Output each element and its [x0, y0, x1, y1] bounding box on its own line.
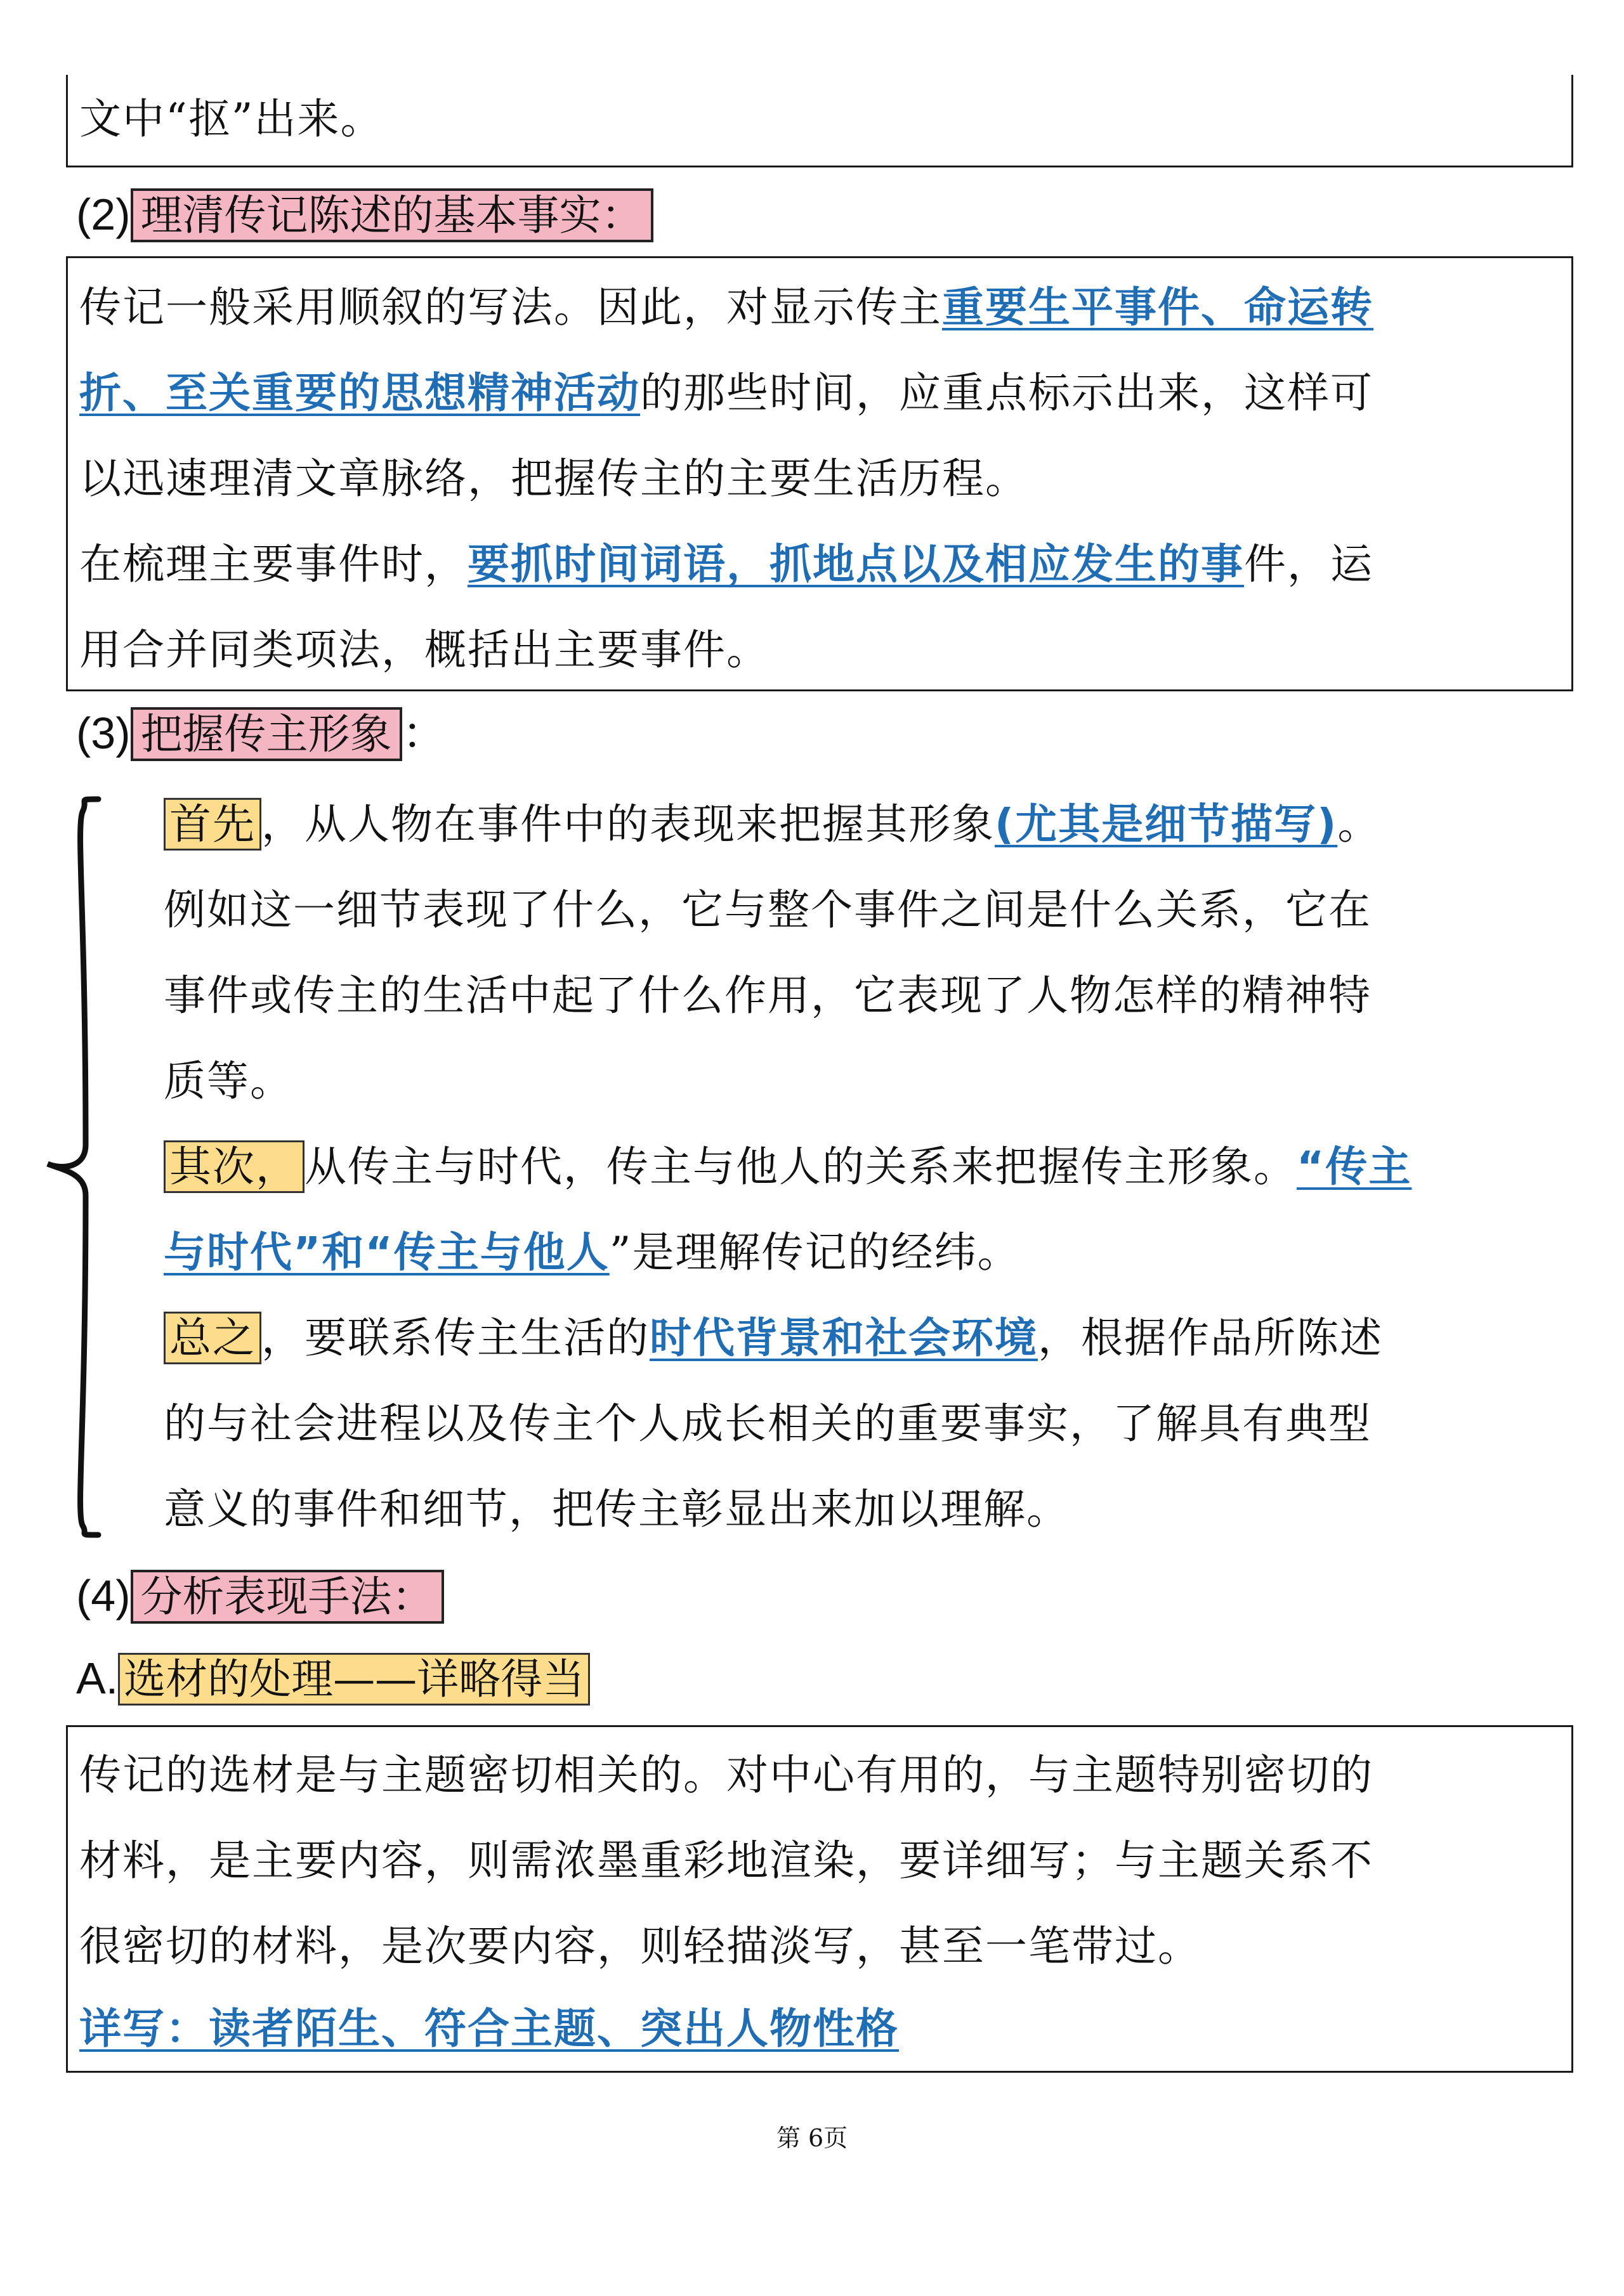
tag-zongzhi: 总之 [164, 1312, 261, 1364]
section-4-title: 分析表现手法： [131, 1570, 444, 1624]
s3-highlight-b2: 与时代”和“传主与他人 [164, 1228, 610, 1277]
box2-line-3: 以迅速理清文章脉络，把握传主的主要生活历程。 [79, 454, 1028, 503]
box2-highlight-3: 要抓时间词语，抓地点以及相应发生的事 [468, 540, 1244, 589]
s3-text: ”是理解传记的经纬。 [609, 1228, 1021, 1277]
subsection-a-title: 选材的处理——详略得当 [118, 1653, 590, 1706]
s3-c-line-3: 意义的事件和细节，把传主彰显出来加以理解。 [164, 1485, 1070, 1534]
s3-a-line-1 [164, 781, 1380, 867]
s3-text: 。 [1337, 800, 1381, 849]
box3-line-1: 传记的选材是与主题密切相关的。对中心有用的，与主题特别密切的 [79, 1751, 1373, 1799]
box2-line-1 [79, 264, 1373, 350]
section-3-heading [76, 701, 447, 766]
s3-text: ，根据作品所陈述 [1038, 1314, 1383, 1362]
s3-b-line-2 [164, 1210, 1021, 1295]
section-2-box [66, 256, 1573, 691]
section-4-heading [76, 1564, 444, 1629]
section-2-title: 理清传记陈述的基本事实： [131, 188, 653, 242]
box2-text: 的那些时间，应重点标示出来，这样可 [640, 369, 1373, 417]
box3-line-2: 材料，是主要内容，则需浓墨重彩地渲染，要详细写；与主题关系不 [79, 1836, 1373, 1885]
box2-highlight-1: 重要生平事件、命运转 [942, 283, 1373, 332]
s3-a-line-3: 事件或传主的生活中起了什么作用，它表现了人物怎样的精神特 [164, 971, 1372, 1020]
tag-qici: 其次， [164, 1140, 304, 1193]
box2-text: 在梳理主要事件时， [79, 540, 468, 589]
s3-text: 从传主与时代，传主与他人的关系来把握传主形象。 [304, 1142, 1297, 1191]
s3-text: ，从人物在事件中的表现来把握其形象 [261, 800, 995, 849]
page-number: 第 6页 [776, 2124, 848, 2152]
s3-a-line-2: 例如这一细节表现了什么，它与整个事件之间是什么关系，它在 [164, 885, 1372, 934]
selection-box [66, 1725, 1573, 2073]
subsection-a-heading [76, 1647, 590, 1711]
s3-highlight-c: 时代背景和社会环境 [650, 1314, 1038, 1362]
s3-text: ，要联系传主生活的 [261, 1314, 650, 1362]
box3-line-4 [79, 1986, 899, 2071]
box2-text: 件，运 [1244, 540, 1373, 589]
continuation-box [66, 75, 1573, 167]
tag-shouxian: 首先 [164, 798, 261, 851]
curly-brace-icon [38, 790, 114, 1544]
section-3-colon: ： [402, 708, 447, 758]
section-3-number: (3) [76, 708, 131, 758]
box3-highlight: 详写：读者陌生、符合主题、突出人物性格 [79, 2004, 899, 2053]
box2-line-5: 用合并同类项法，概括出主要事件。 [79, 625, 769, 674]
section-3-title: 把握传主形象 [131, 707, 402, 761]
box3-line-3: 很密切的材料，是次要内容，则轻描淡写，甚至一笔带过。 [79, 1922, 1201, 1971]
s3-highlight-b1: “传主 [1297, 1142, 1412, 1191]
s3-c-line-2: 的与社会进程以及传主个人成长相关的重要事实，了解具有典型 [164, 1399, 1372, 1448]
section-2-number: (2) [76, 190, 131, 239]
section-4-number: (4) [76, 1571, 131, 1621]
s3-b-line-1 [164, 1124, 1411, 1210]
s3-a-line-4: 质等。 [164, 1057, 293, 1106]
box2-text: 传记一般采用顺叙的写法。因此，对显示传主 [79, 283, 942, 332]
box2-line-4 [79, 521, 1373, 607]
box2-highlight-2: 折、至关重要的思想精神活动 [79, 369, 640, 417]
s3-highlight-a: (尤其是细节描写) [995, 800, 1338, 849]
subsection-a-number: A. [76, 1654, 119, 1703]
s3-c-line-1 [164, 1295, 1383, 1381]
box2-line-2 [79, 350, 1373, 436]
section-2-heading [76, 183, 653, 247]
continuation-text: 文中“抠”出来。 [79, 95, 384, 143]
